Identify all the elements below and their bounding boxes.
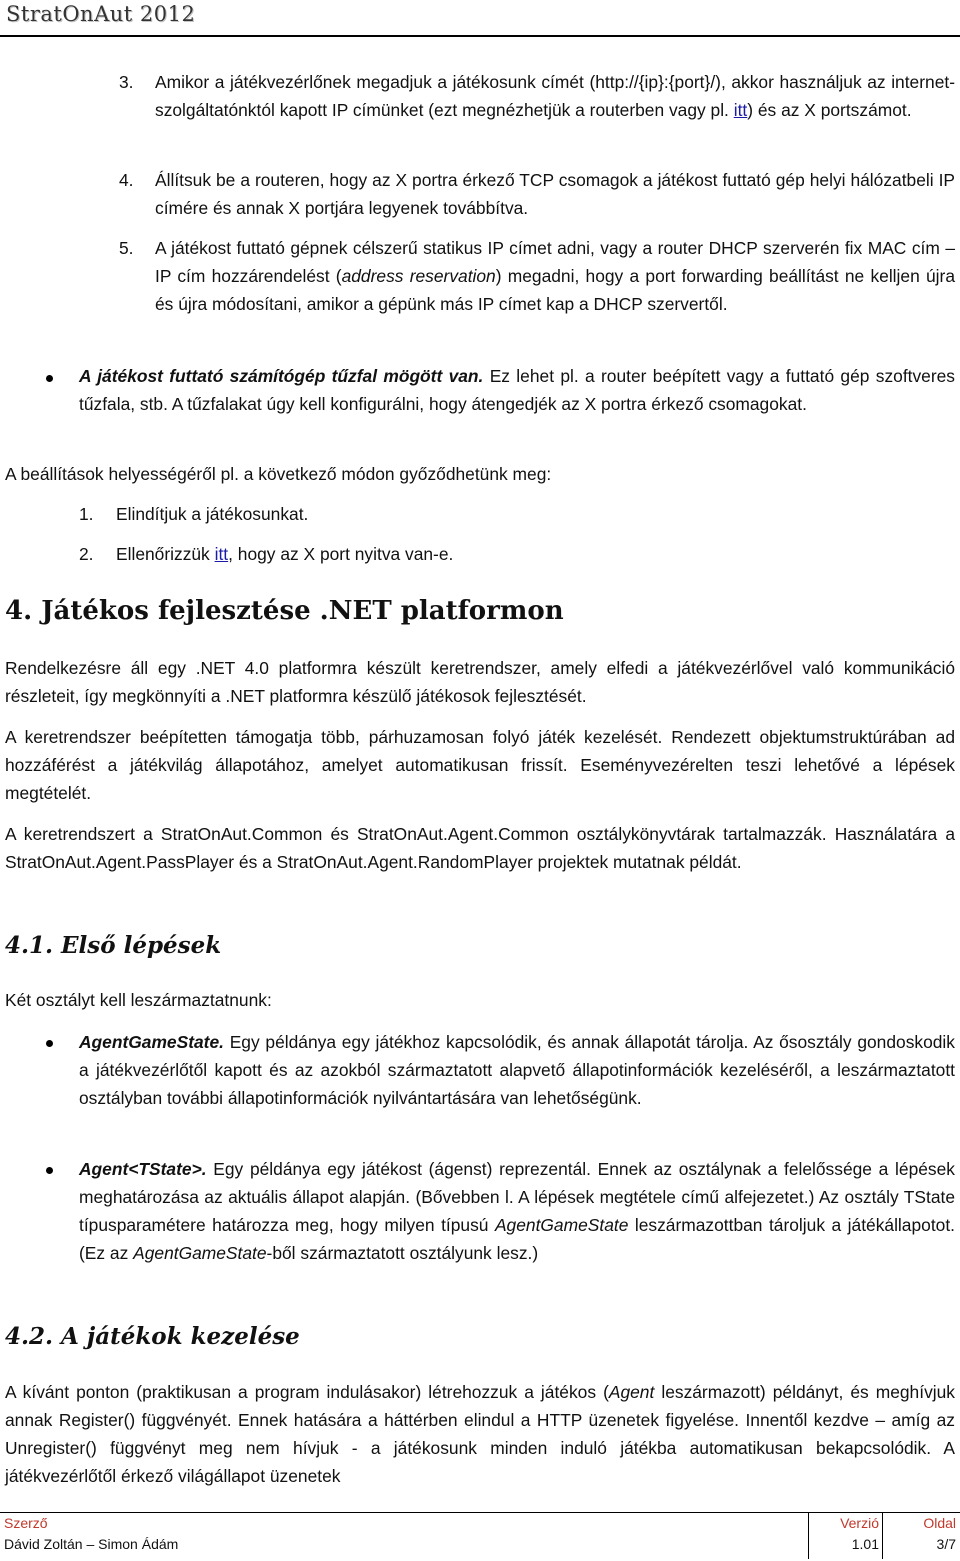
footer-version-value: 1.01 — [851, 1536, 879, 1552]
bullet-dot — [46, 1040, 53, 1047]
section-heading: 4. Játékos fejlesztése .NET platformon — [5, 596, 564, 626]
paragraph: A keretrendszert a StratOnAut.Common és StratOnAut.Agent.Common osztálykönyvtárak tartalmazzák. Használatára a StratOnAut.Agent.PassPlayer és a StratOnAut.Agent.RandomPlayer projektek mutatnak példát. — [5, 824, 955, 872]
paragraph: Rendelkezésre áll egy .NET 4.0 platformra készült keretrendszer, amely elfedi a játékvezérlővel való kommunikáció részleteit, így megkönnyíti a .NET platformra készülő játékosok fejlesztését. — [5, 658, 955, 706]
footer-author-cell — [0, 1513, 808, 1559]
check-intro: A beállítások helyességéről pl. a következő módon győződhetünk meg: — [5, 464, 552, 484]
header-logo-title: StratOnAut 2012 — [6, 2, 196, 26]
paragraph-italic: Agent — [608, 1382, 655, 1402]
list-item-text: ) és az X portszámot. — [747, 100, 912, 120]
paragraph-text: leszármazott) példányt, és meghívjuk annak Register() függvényét. Ennek hatására a háttérben elindul a HTTP üzenetek figyelése. Innentől kezdve – amíg az Unregister() függvényt meg nem hívjuk - a játékosunk minden induló játékba automatikusan bekapcsolódik. A játékvezérlőtől érkező világállapot üzenetek — [5, 1382, 955, 1486]
list-item — [155, 68, 955, 124]
firewall-bullet — [79, 362, 955, 418]
bullet-dot — [46, 1167, 53, 1174]
list-number: 2. — [79, 544, 94, 564]
paragraph: Két osztályt kell leszármaztatnunk: — [5, 990, 272, 1010]
footer-page-cell — [882, 1513, 960, 1559]
itt-link[interactable]: itt — [733, 100, 748, 120]
class-name: Agent<TState>. — [79, 1159, 207, 1179]
list-number: 3. — [119, 72, 134, 92]
firewall-heading: A játékost futtató számítógép tűzfal mögött van. — [79, 366, 484, 386]
list-item-text: ) megadni, hogy a port forwarding beállítást ne kelljen újra és újra módosítani, amikor a gépünk más IP címet kap a DHCP szervertől. — [155, 266, 955, 314]
list-item: Elindítjuk a játékosunkat. — [116, 504, 309, 524]
footer-version-cell — [808, 1513, 883, 1559]
firewall-text: Ez lehet pl. a router beépített vagy a futtató gép szoftveres tűzfala, stb. A tűzfalakat úgy kell konfigurálni, hogy átengedjék az X portra érkező csomagokat. — [79, 366, 956, 414]
class-ref: AgentGameState — [133, 1243, 267, 1263]
bullet-dot — [46, 375, 53, 382]
footer-author-value: Dávid Zoltán – Simon Ádám — [4, 1536, 179, 1552]
class-description: Egy példánya egy játékost (ágenst) reprezentál. Ennek az osztálynak a felelőssége a lépések meghatározása az aktuális állapot alapján. (Bővebben l. A lépések megtétele című alfejezetet.) Az osztály TState típusparamétere határozza meg, hogy milyen típusú — [79, 1159, 955, 1235]
list-item-text: Ellenőrizzük — [116, 544, 215, 564]
footer-author-label: Szerző — [4, 1515, 48, 1531]
class-name: AgentGameState. — [79, 1032, 224, 1052]
class-ref: AgentGameState — [494, 1215, 629, 1235]
list-item-text: , hogy az X port nyitva van-e. — [228, 544, 454, 564]
class-bullet — [79, 1028, 955, 1112]
list-item: Állítsuk be a routeren, hogy az X portra érkező TCP csomagok a játékost futtató gép helyi hálózatbeli IP címére és annak X portjára legyenek továbbítva. — [155, 170, 955, 218]
list-item-italic: address reservation — [341, 266, 496, 286]
footer-table — [0, 1512, 960, 1559]
list-item-text: Amikor a játékvezérlőnek megadjuk a játékosunk címét (http://{ip}:{port}/), akkor használjuk az internet-szolgáltatónktól kapott IP címünket (ezt megnézhetjük a routerben vagy pl. — [155, 72, 955, 120]
paragraph — [5, 1378, 955, 1490]
class-bullet — [79, 1155, 955, 1267]
itt-link[interactable]: itt — [214, 544, 229, 564]
list-item — [155, 234, 955, 318]
list-number: 4. — [119, 170, 134, 190]
list-item — [116, 540, 916, 568]
footer-page-value: 3/7 — [936, 1536, 956, 1552]
paragraph: A keretrendszer beépítetten támogatja több, párhuzamosan folyó játék kezelését. Rendezett objektumstruktúrában ad hozzáférést a játékvilág állapotához, amelyet automatikusan frissít. Eseményvezérelten teszi lehetővé a lépések megtételét. — [5, 727, 955, 803]
list-item-text: A játékost futtató gépnek célszerű statikus IP címet adni, vagy a router DHCP szerverén fix MAC cím – IP cím hozzárendelést ( — [155, 238, 955, 286]
footer-version-label: Verzió — [840, 1515, 879, 1531]
class-description: leszármazottban tároljuk a játékállapotot. (Ez az — [79, 1215, 955, 1263]
subsection-heading: 4.2. A játékok kezelése — [5, 1323, 300, 1350]
class-description: Egy példánya egy játékhoz kapcsolódik, és annak állapotát tárolja. Az ősosztály gondoskodik a játékvezérlőtől kapott és az azokból származtatott alapvető állapotinformációk kezeléséről, a leszármaztatott osztályban további állapotinformációk nyilvántartására van lehetőségünk. — [79, 1032, 955, 1108]
footer-page-label: Oldal — [923, 1515, 956, 1531]
subsection-heading: 4.1. Első lépések — [5, 932, 222, 959]
list-number: 5. — [119, 238, 134, 258]
list-number: 1. — [79, 504, 94, 524]
header-divider — [0, 35, 960, 37]
paragraph-text: A kívánt ponton (praktikusan a program indulásakor) létrehozzuk a játékos ( — [5, 1382, 609, 1402]
class-description: -ből származtatott osztályunk lesz.) — [266, 1243, 539, 1263]
